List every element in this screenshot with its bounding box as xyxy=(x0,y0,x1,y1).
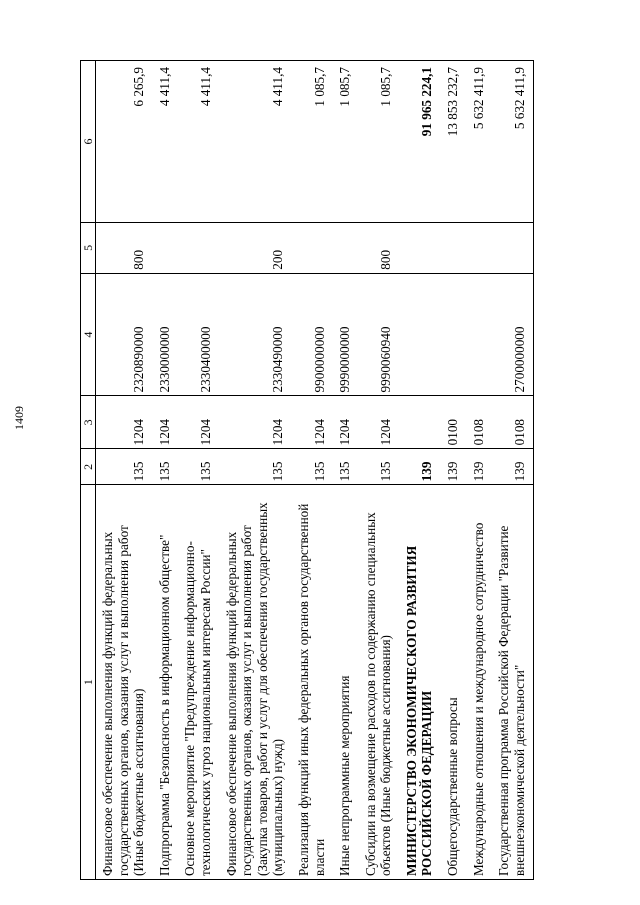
amount-cell: 4 411,4 xyxy=(220,61,292,223)
section-code-cell: 0100 xyxy=(441,396,467,449)
section-code-cell: 1204 xyxy=(178,396,219,449)
page-number: 1409 xyxy=(12,406,26,430)
header-cell: 5 xyxy=(81,222,96,273)
amount-cell: 91 965 224,1 xyxy=(400,61,441,223)
section-code-cell: 1204 xyxy=(96,396,153,449)
target-code-cell: 2330400000 xyxy=(178,273,219,396)
target-code-cell: 9990060940 xyxy=(359,273,400,396)
table-row xyxy=(333,61,359,880)
ministry-code-cell: 135 xyxy=(292,449,333,485)
expense-type-cell xyxy=(441,222,467,273)
rotated-table-container xyxy=(80,60,620,880)
row-name-cell: Финансовое обеспечение выполнения функций федеральных государственных органов, оказания услуг и выполнения работ (Иные бюджетные ассигнования) xyxy=(96,485,153,880)
header-cell: 4 xyxy=(81,273,96,396)
table-row xyxy=(467,61,493,880)
amount-cell: 13 853 232,7 xyxy=(441,61,467,223)
row-name-cell: Международные отношения и международное сотрудничество xyxy=(467,485,493,880)
amount-cell: 4 411,4 xyxy=(178,61,219,223)
amount-cell: 5 632 411,9 xyxy=(492,61,534,223)
budget-table xyxy=(80,60,534,880)
table-row xyxy=(96,61,153,880)
amount-cell: 6 265,9 xyxy=(96,61,153,223)
expense-type-cell: 200 xyxy=(220,222,292,273)
target-code-cell: 2330000000 xyxy=(153,273,179,396)
ministry-code-cell: 139 xyxy=(400,449,441,485)
table-header-row xyxy=(81,61,96,880)
row-name-cell: Реализация функций иных федеральных органов государственной власти xyxy=(292,485,333,880)
table-row xyxy=(178,61,219,880)
table-row xyxy=(292,61,333,880)
amount-cell: 1 085,7 xyxy=(292,61,333,223)
target-code-cell: 2700000000 xyxy=(492,273,534,396)
section-code-cell: 0108 xyxy=(492,396,534,449)
section-code-cell: 1204 xyxy=(153,396,179,449)
table-row xyxy=(220,61,292,880)
section-code-cell: 1204 xyxy=(359,396,400,449)
header-cell: 3 xyxy=(81,396,96,449)
ministry-code-cell: 135 xyxy=(96,449,153,485)
table-row xyxy=(153,61,179,880)
expense-type-cell xyxy=(400,222,441,273)
target-code-cell: 9990000000 xyxy=(333,273,359,396)
amount-cell: 1 085,7 xyxy=(333,61,359,223)
section-code-cell: 0108 xyxy=(467,396,493,449)
table-row xyxy=(400,61,441,880)
table-row xyxy=(441,61,467,880)
row-name-cell: Финансовое обеспечение выполнения функций федеральных государственных органов, оказания услуг и выполнения работ (Закупка товаров, работ и услуг для обеспечения государственных (муниципальных) нужд) xyxy=(220,485,292,880)
target-code-cell: 9900000000 xyxy=(292,273,333,396)
ministry-code-cell: 135 xyxy=(333,449,359,485)
table-row xyxy=(359,61,400,880)
ministry-code-cell: 135 xyxy=(178,449,219,485)
row-name-cell: Подпрограмма "Безопасность в информационном обществе" xyxy=(153,485,179,880)
table-body xyxy=(96,61,534,880)
expense-type-cell xyxy=(292,222,333,273)
ministry-code-cell: 139 xyxy=(492,449,534,485)
ministry-code-cell: 139 xyxy=(441,449,467,485)
table-row xyxy=(492,61,534,880)
section-code-cell: 1204 xyxy=(333,396,359,449)
amount-cell: 4 411,4 xyxy=(153,61,179,223)
row-name-cell: Иные непрограммные мероприятия xyxy=(333,485,359,880)
target-code-cell xyxy=(467,273,493,396)
expense-type-cell xyxy=(153,222,179,273)
target-code-cell xyxy=(400,273,441,396)
header-cell: 2 xyxy=(81,449,96,485)
header-cell: 1 xyxy=(81,485,96,880)
amount-cell: 1 085,7 xyxy=(359,61,400,223)
expense-type-cell xyxy=(467,222,493,273)
row-name-cell: Общегосударственные вопросы xyxy=(441,485,467,880)
expense-type-cell xyxy=(333,222,359,273)
expense-type-cell xyxy=(492,222,534,273)
section-code-cell xyxy=(400,396,441,449)
amount-cell: 5 632 411,9 xyxy=(467,61,493,223)
ministry-code-cell: 135 xyxy=(359,449,400,485)
section-code-cell: 1204 xyxy=(220,396,292,449)
ministry-code-cell: 135 xyxy=(220,449,292,485)
row-name-cell: МИНИСТЕРСТВО ЭКОНОМИЧЕСКОГО РАЗВИТИЯ РОССИЙСКОЙ ФЕДЕРАЦИИ xyxy=(400,485,441,880)
target-code-cell: 2330490000 xyxy=(220,273,292,396)
row-name-cell: Субсидии на возмещение расходов по содержанию специальных объектов (Иные бюджетные ассигнования) xyxy=(359,485,400,880)
target-code-cell xyxy=(441,273,467,396)
ministry-code-cell: 139 xyxy=(467,449,493,485)
expense-type-cell: 800 xyxy=(96,222,153,273)
row-name-cell: Государственная программа Российской Федерации "Развитие внешнеэкономической деятельности" xyxy=(492,485,534,880)
ministry-code-cell: 135 xyxy=(153,449,179,485)
section-code-cell: 1204 xyxy=(292,396,333,449)
row-name-cell: Основное мероприятие "Предупреждение информационно-технологических угроз национальным интересам России" xyxy=(178,485,219,880)
header-cell: 6 xyxy=(81,61,96,223)
expense-type-cell xyxy=(178,222,219,273)
target-code-cell: 2320890000 xyxy=(96,273,153,396)
expense-type-cell: 800 xyxy=(359,222,400,273)
